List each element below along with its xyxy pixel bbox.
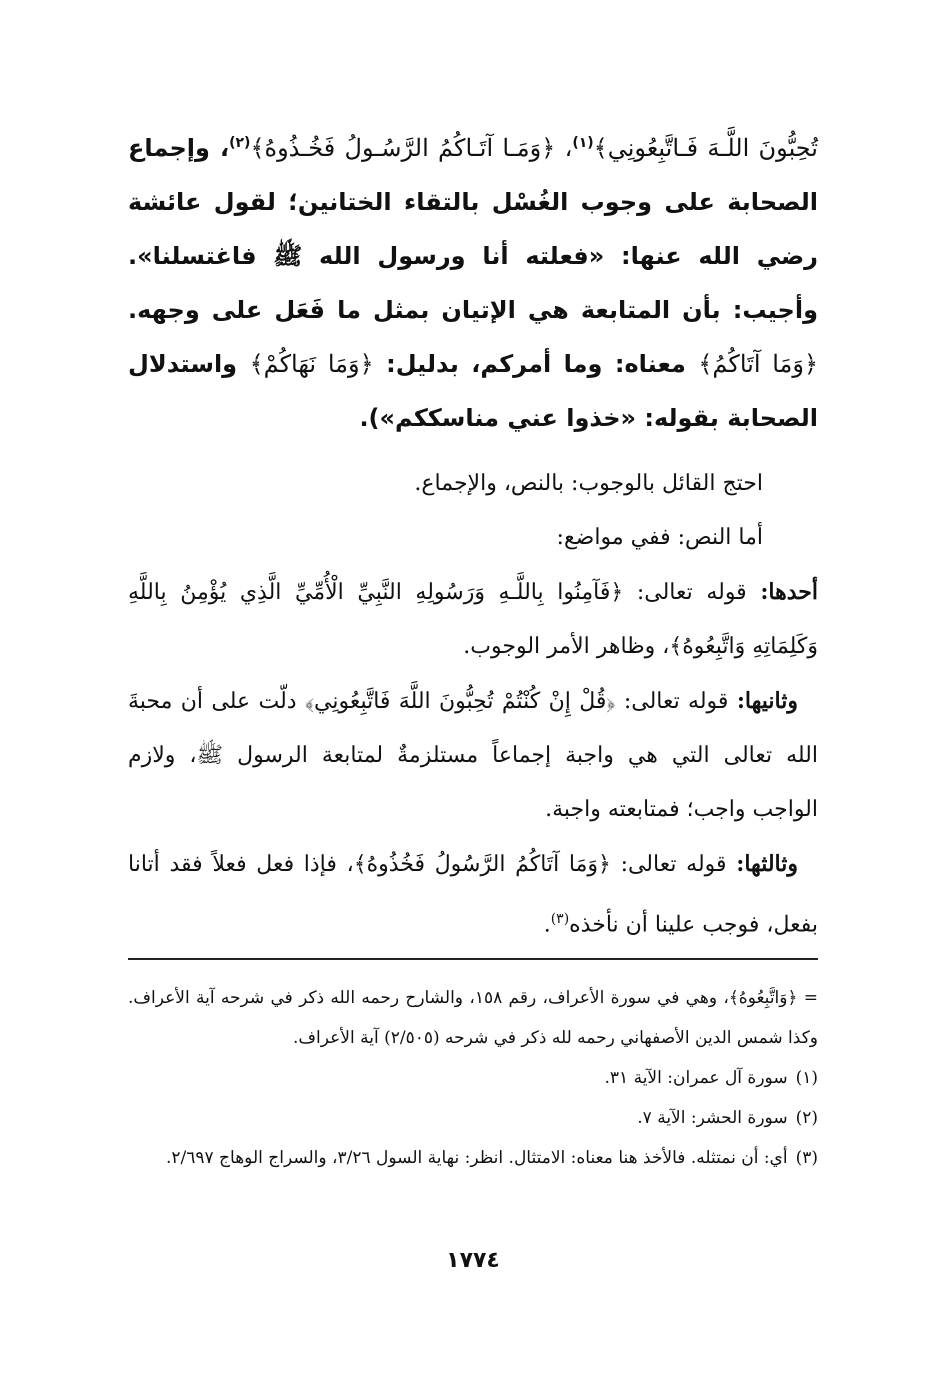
quran-quote: ، ﴿وَمَـا آتَـاكُمُ الرَّسُـولُ فَخُـذُوهُ﴾ <box>250 134 573 162</box>
footnotes <box>128 978 818 1178</box>
paragraph-lead: أحدها: <box>760 579 818 605</box>
paragraph-end: . <box>543 912 551 938</box>
footnote-number: (١) <box>795 1068 818 1088</box>
commentary-text: معناه: وما أمركم، بدليل: <box>386 350 686 378</box>
paragraph-lead: وثالثها: <box>736 851 798 877</box>
paragraph-second-evidence <box>128 674 818 837</box>
footnote-text: أي: أن نمتثله. فالأخذ هنا معناه: الامتثال. انظر: نهاية السول ٣/٢٦، والسراج الوهاج ٢/٦٩٧. <box>165 1148 788 1168</box>
paragraph-third-evidence <box>128 837 818 952</box>
paragraph-body: قوله تعالى: ﴿فَآمِنُوا بِاللَّـهِ وَرَسُولِهِ النَّبِيِّ الْأُمِّيِّ الَّذِي يُؤْمِنُ بِاللَّهِ وَكَلِمَاتِهِ وَاتَّبِعُوهُ﴾، وظاهر الأمر الوجوب. <box>128 580 818 659</box>
footnote-2 <box>128 1098 818 1138</box>
paragraph-lead: وثانيها: <box>736 688 798 714</box>
footnote-text: سورة الحشر: الآية ٧. <box>637 1108 788 1128</box>
commentary-text: ، وإجماع الصحابة على وجوب الغُسْل بالتقاء الختانين؛ لقول عائشة رضي الله عنها: «فعلته أنا ورسول الله ﷺ فاغتسلنا». وأجيب: بأن المتابعة هي الإتيان بمثل ما فَعَل على وجهه. <box>128 134 818 324</box>
footnote-1 <box>128 1058 818 1098</box>
footnote-ref: (٢) <box>229 135 251 151</box>
footnote-text: سورة آل عمران: الآية ٣١. <box>604 1068 788 1088</box>
bold-commentary-block <box>128 116 818 445</box>
footnote-ref: (١) <box>572 135 594 151</box>
footnote-number: (٢) <box>795 1108 818 1128</box>
quran-quote: ﴿وَمَا آتَاكُمُ﴾ <box>698 350 819 378</box>
quran-quote: ﴿وَمَا نَهَاكُمْ﴾ <box>249 350 374 378</box>
footnote-ref: (٣) <box>550 911 570 927</box>
paragraph-text-evidence: أما النص: ففي مواضع: <box>556 525 763 550</box>
footnote-number: (٣) <box>795 1148 818 1168</box>
book-page <box>128 0 818 1375</box>
main-text <box>128 116 818 952</box>
footnote-divider <box>128 958 818 960</box>
paragraph-first-evidence <box>128 565 818 674</box>
footnote-3 <box>128 1138 818 1178</box>
paragraph-body: قوله تعالى: ﴿قُلْ إِنْ كُنْتُمْ تُحِبُّونَ اللَّهَ فَاتَّبِعُونِي﴾ دلّت على أن محبةَ الله تعالى التي هي واجبة إجماعاً مستلزمةٌ لمتابعة الرسول ﷺ، ولازم الواجب واجب؛ فمتابعته واجبة. <box>128 689 818 822</box>
page-number: ١٧٧٤ <box>446 1248 500 1273</box>
quran-quote: تُحِبُّونَ اللَّـهَ فَـاتَّبِعُونِي﴾ <box>593 134 818 162</box>
paragraph-evidence-intro: احتج القائل بالوجوب: بالنص، والإجماع. <box>414 471 763 496</box>
footnote-continuation: = ﴿وَاتَّبِعُوهُ﴾، وهي في سورة الأعراف، رقم ١٥٨، والشارح رحمه الله ذكر في شرحه آية الأعراف. وكذا شمس الدين الأصفهاني رحمه لله ذكر في شرحه (٢/٥٠٥) آية الأعراف. <box>128 988 818 1048</box>
commentary-text: واستدلال الصحابة بقوله: «خذوا عني مناسككم»). <box>128 350 818 432</box>
paragraph-body: قوله تعالى: ﴿وَمَا آتَاكُمُ الرَّسُولُ فَخُذُوهُ﴾، فإذا فعل فعلاً فقد أتانا بفعل، فوجب علينا أن نأخذه <box>128 852 818 938</box>
